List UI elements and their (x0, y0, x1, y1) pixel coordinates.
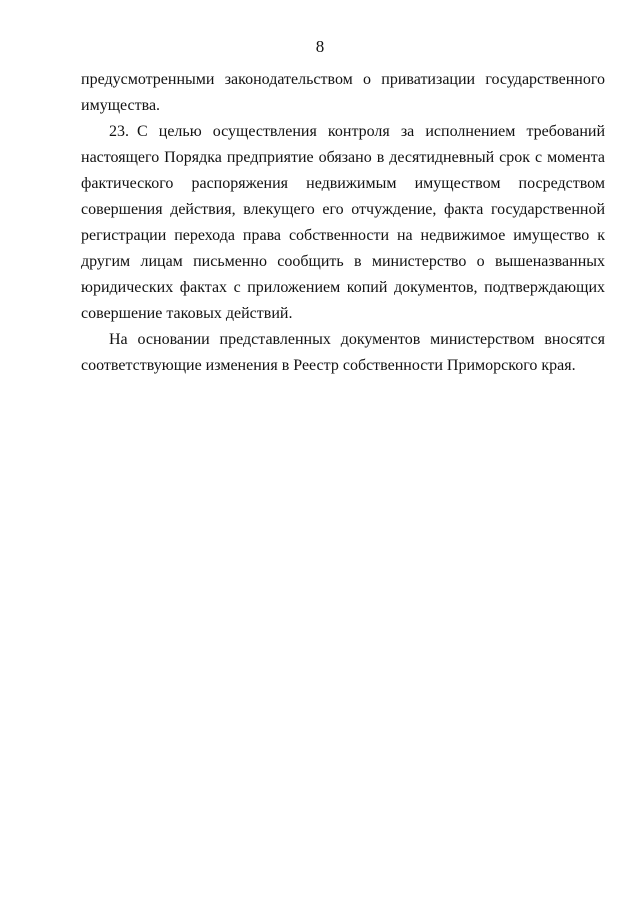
page-number: 8 (315, 37, 325, 56)
body-text (81, 67, 605, 379)
paragraph-text: С целью осуществления контроля за исполнением требований настоящего Порядка предприятие обязано в десятидневный срок с момента фактического распоряжения недвижимым имуществом посредством совершения действия, влекущего его отчуждение, факта государственной регистрации перехода права собственности на недвижимое имущество к другим лицам письменно сообщить в министерство о вышеназванных юридических фактах с приложением копий документов, подтверждающих совершение таковых действий. (81, 123, 605, 322)
paragraph-registry-changes (81, 327, 605, 379)
paragraph-item-23 (81, 119, 605, 327)
paragraph-continuation (81, 67, 605, 119)
paragraph-number: 23. (109, 123, 129, 140)
paragraph-text: На основании представленных документов министерством вносятся соответствующие изменения в Реестр собственности Приморского края. (81, 331, 605, 374)
paragraph-text: предусмотренными законодательством о приватизации государственного имущества. (81, 71, 605, 114)
